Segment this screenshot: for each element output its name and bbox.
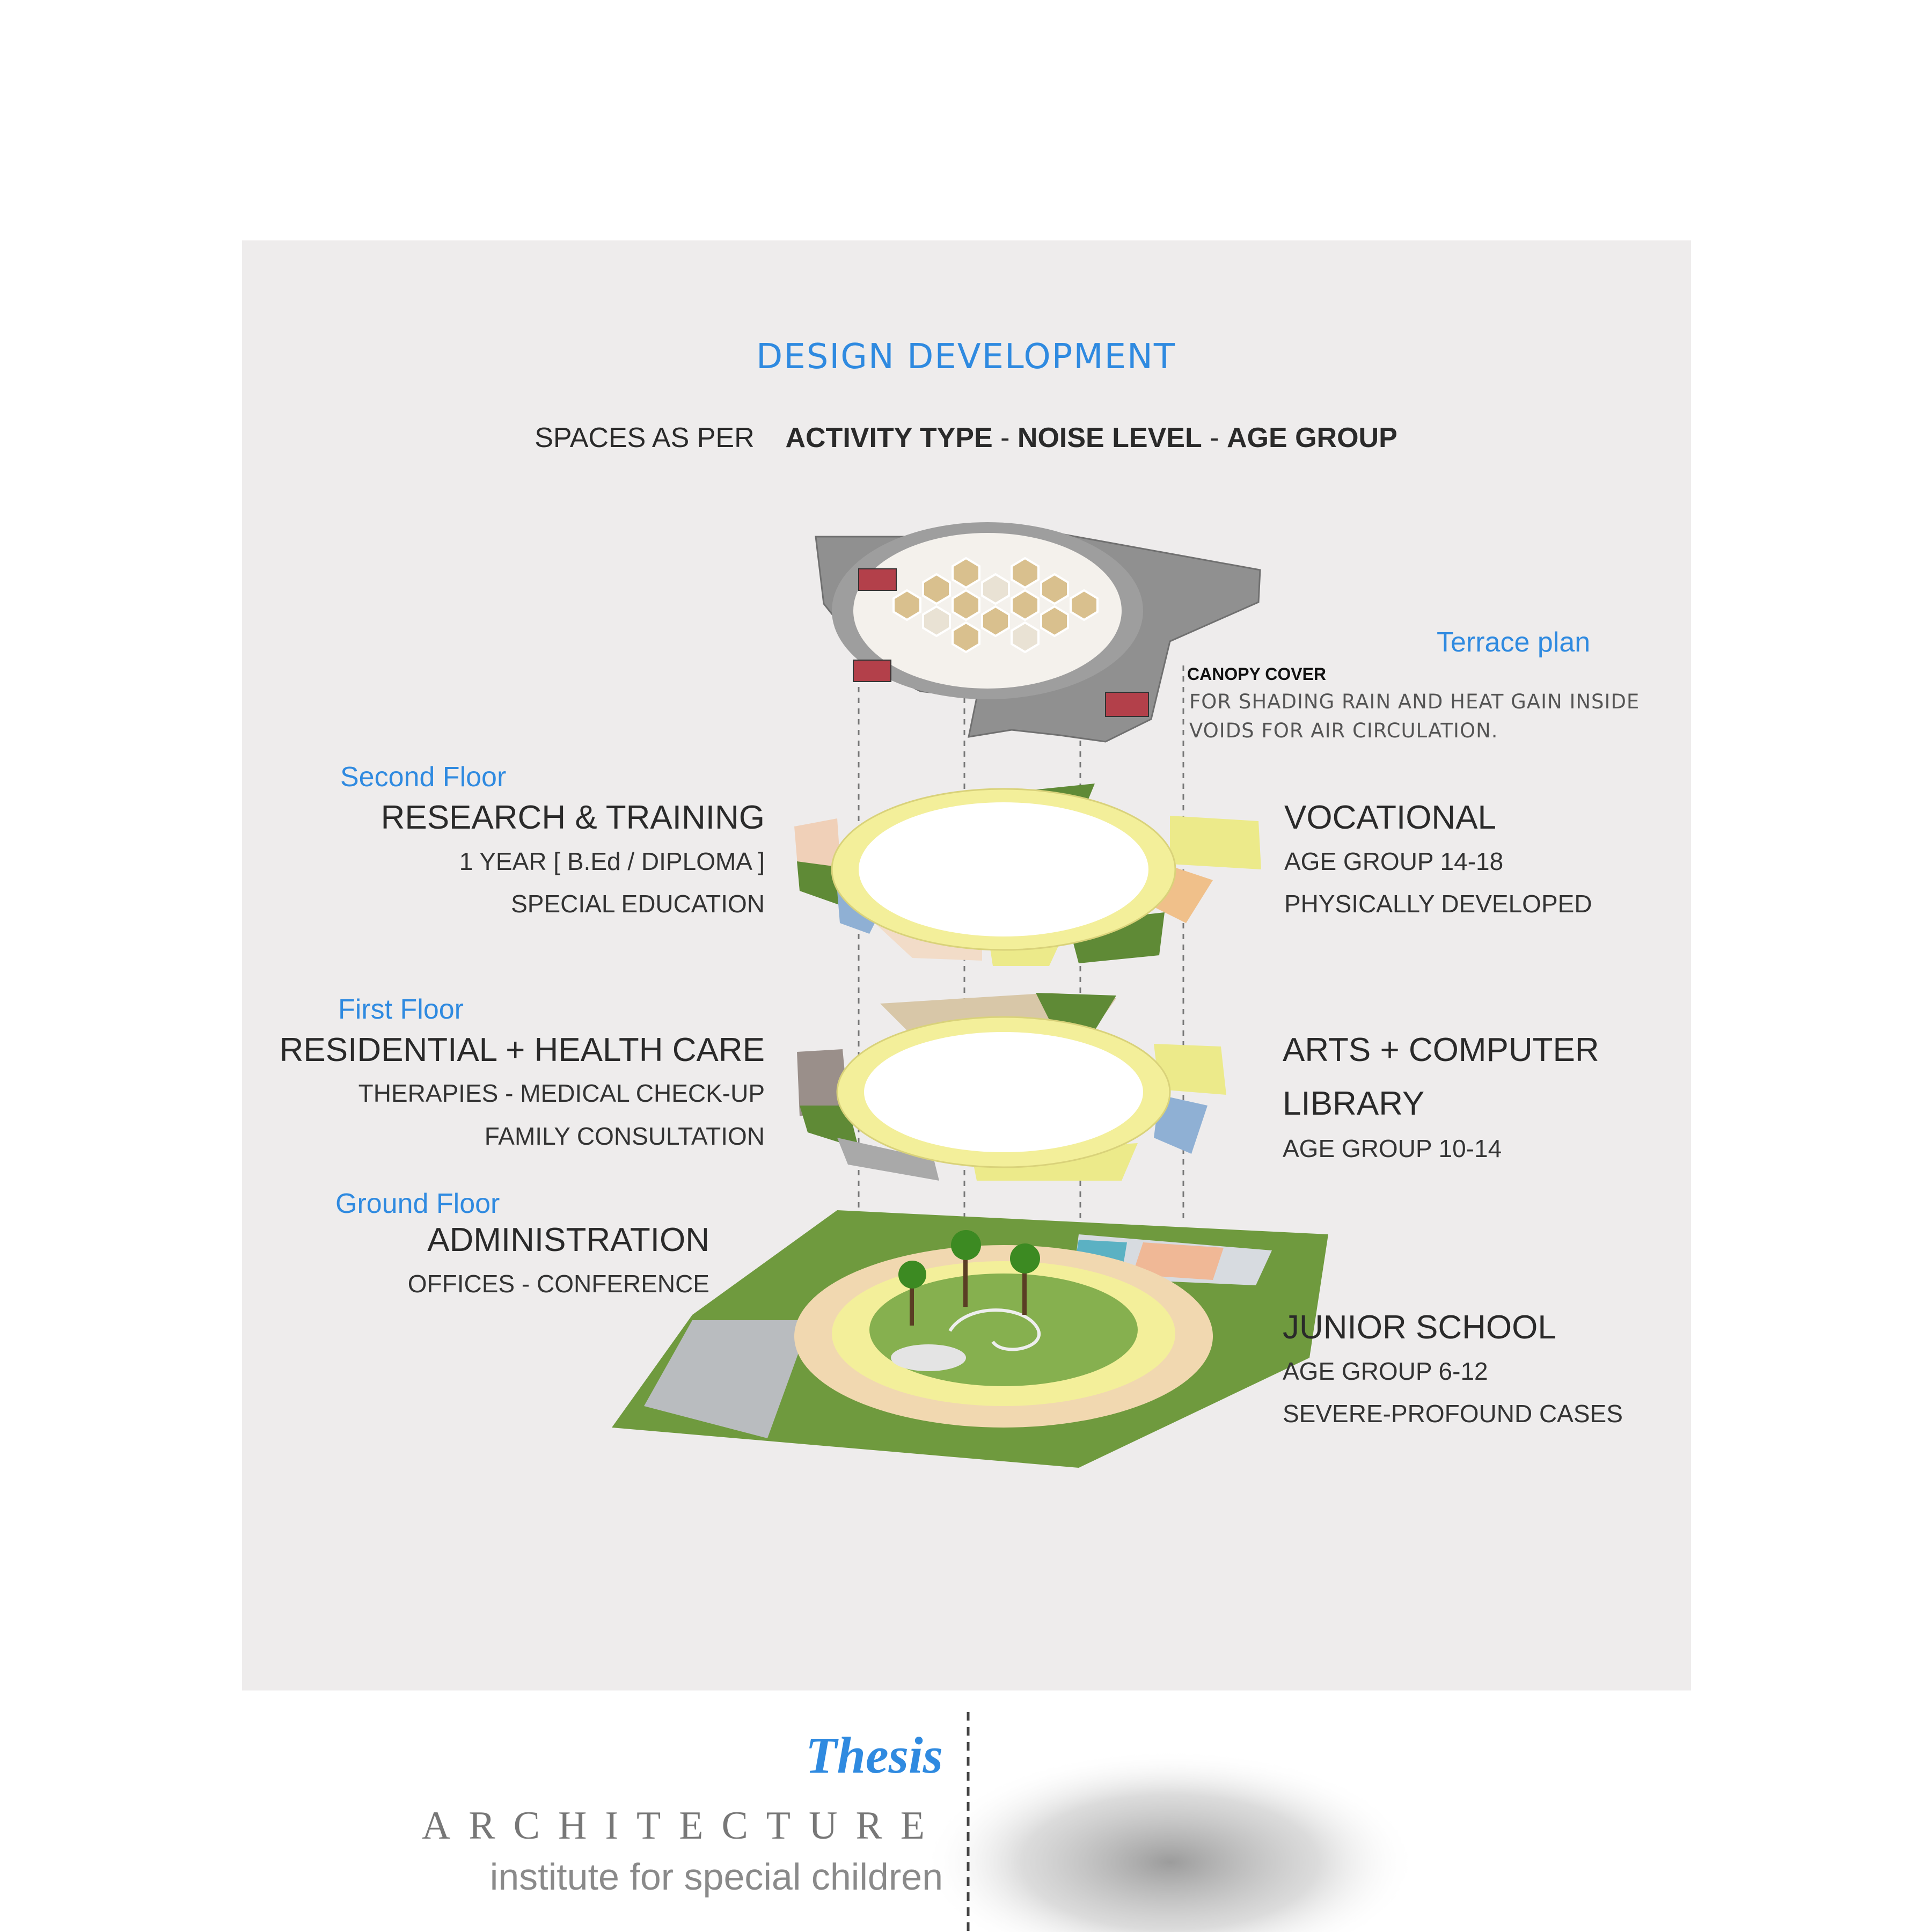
junior-school-line-2: SEVERE-PROFOUND CASES (1283, 1400, 1623, 1428)
canopy-cover-line-1: FOR SHADING RAIN AND HEAT GAIN INSIDE (1189, 690, 1640, 713)
research-training-line-1: 1 YEAR [ B.Ed / DIPLOMA ] (459, 847, 765, 875)
vocational-line-1: AGE GROUP 14-18 (1284, 847, 1504, 875)
library-heading: LIBRARY (1283, 1085, 1425, 1122)
first-floor-plan (797, 993, 1226, 1181)
footer-thesis: Thesis (805, 1726, 943, 1784)
subtitle-activity-type: ACTIVITY TYPE (785, 422, 993, 453)
vocational-heading: VOCATIONAL (1284, 799, 1497, 836)
page-title: DESIGN DEVELOPMENT (756, 337, 1176, 377)
subtitle-age-group: AGE GROUP (1226, 422, 1397, 453)
second-floor-label: Second Floor (340, 762, 507, 793)
administration-line-1: OFFICES - CONFERENCE (407, 1270, 709, 1298)
subtitle-separator-1: - (992, 422, 1018, 453)
arts-computer-heading: ARTS + COMPUTER (1283, 1031, 1599, 1069)
administration-heading: ADMINISTRATION (427, 1221, 709, 1258)
second-floor-plan (794, 784, 1261, 966)
subtitle-separator-2: - (1202, 422, 1227, 453)
residential-line-2: FAMILY CONSULTATION (484, 1122, 765, 1150)
first-floor-label: First Floor (338, 994, 464, 1025)
research-training-line-2: SPECIAL EDUCATION (511, 890, 765, 918)
ground-floor-label: Ground Floor (335, 1188, 500, 1219)
subtitle-prefix: SPACES AS PER (535, 422, 755, 453)
footer-institute: institute for special children (489, 1856, 943, 1898)
junior-school-heading: JUNIOR SCHOOL (1283, 1309, 1556, 1346)
research-training-heading: RESEARCH & TRAINING (380, 799, 765, 836)
ink-wash (923, 1750, 1417, 1932)
junior-school-line-1: AGE GROUP 6-12 (1283, 1357, 1488, 1385)
canopy-cover-line-2: VOIDS FOR AIR CIRCULATION. (1189, 719, 1498, 742)
vocational-line-2: PHYSICALLY DEVELOPED (1284, 890, 1592, 918)
canopy-cover-heading: CANOPY COVER (1187, 664, 1327, 684)
residential-line-1: THERAPIES - MEDICAL CHECK-UP (358, 1079, 765, 1107)
arts-computer-line-1: AGE GROUP 10-14 (1283, 1135, 1502, 1162)
page-subtitle (0, 422, 1932, 454)
subtitle-noise-level: NOISE LEVEL (1017, 422, 1202, 453)
ground-floor-plan (612, 1210, 1328, 1468)
residential-health-care-heading: RESIDENTIAL + HEALTH CARE (279, 1031, 765, 1069)
terrace-plan-label: Terrace plan (1437, 627, 1591, 658)
footer-architecture: ARCHITECTURE (421, 1804, 943, 1848)
